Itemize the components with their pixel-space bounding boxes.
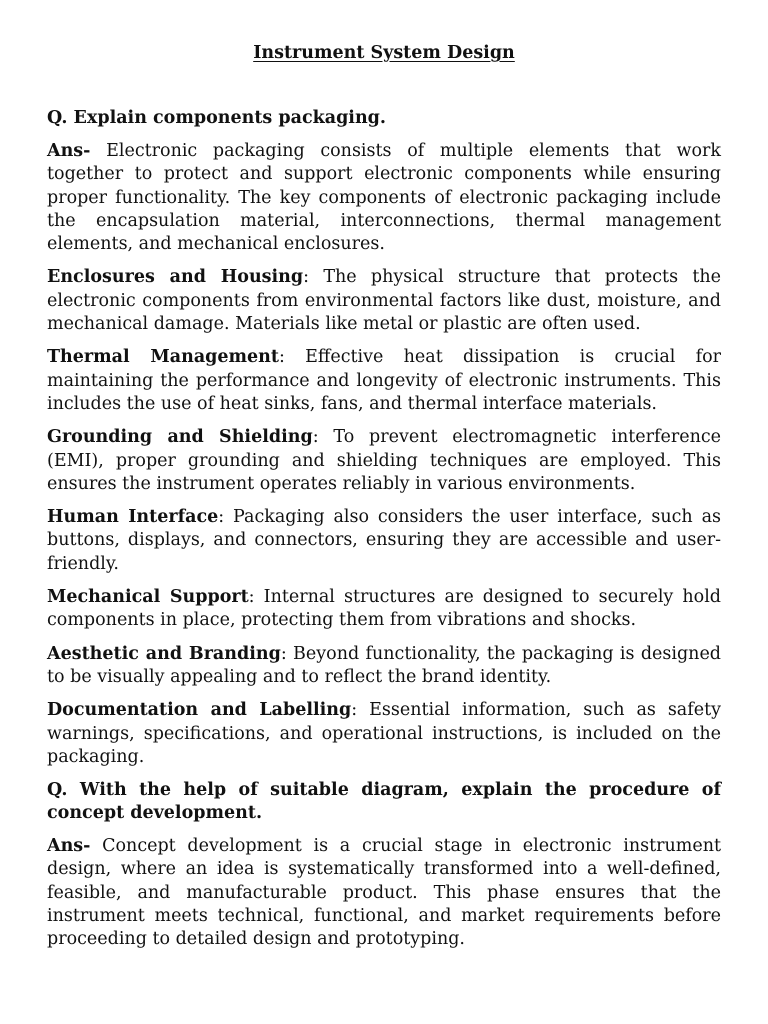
answer-2-label: Ans- bbox=[47, 836, 91, 857]
section-grounding bbox=[47, 426, 721, 496]
answer-2-text: Concept development is a crucial stage in electronic instrument design, where an idea is systematically transformed into a well-defined, feasible, and manufacturable product. This phase ensures that the instrument meets technical, functional, and market requirements before proceeding to detailed design and prototyping. bbox=[47, 836, 721, 950]
section-text: : Effective heat dissipation is crucial for maintaining the performance and longevity of electronic instruments. This includes the use of heat sinks, fans, and thermal interface materials. bbox=[47, 347, 721, 414]
section-enclosures bbox=[47, 266, 721, 336]
section-text: : The physical structure that protects the electronic components from environmental factors like dust, moisture, and mechanical damage. Materials like metal or plastic are often used. bbox=[47, 267, 721, 335]
section-term: Mechanical Support bbox=[47, 587, 249, 608]
section-term: Human Interface bbox=[47, 507, 219, 528]
answer-1-text: Electronic packaging consists of multiple elements that work together to protect and support electronic components while ensuring proper functionality. The key components of electronic packaging include the encapsulation material, interconnections, thermal management elements, and mechanical enclosures. bbox=[47, 141, 721, 255]
answer-1-label: Ans- bbox=[47, 141, 91, 161]
question-2: Q. With the help of suitable diagram, explain the procedure of concept development. bbox=[47, 780, 721, 824]
section-term: Aesthetic and Branding bbox=[47, 643, 281, 664]
section-term: Thermal Management bbox=[47, 347, 279, 368]
section-term: Enclosures and Housing bbox=[47, 267, 304, 288]
section-thermal bbox=[47, 346, 721, 416]
section-term: Documentation and Labelling bbox=[47, 700, 352, 721]
section-text: : Packaging also considers the user interface, such as buttons, displays, and connectors, ensuring they are accessible and user-friendly. bbox=[47, 507, 721, 574]
section-text: : Essential information, such as safety warnings, specifications, and operational instructions, is included on the packaging. bbox=[47, 700, 721, 767]
page-title: Instrument System Design bbox=[253, 43, 515, 63]
section-mechanical-support bbox=[47, 586, 721, 633]
section-aesthetic bbox=[47, 643, 721, 690]
section-documentation bbox=[47, 699, 721, 769]
section-text: : Internal structures are designed to securely hold components in place, protecting them from vibrations and shocks. bbox=[47, 587, 721, 631]
answer-2-paragraph bbox=[47, 835, 721, 951]
answer-1-paragraph bbox=[47, 140, 721, 256]
question-1: Q. Explain components packaging. bbox=[47, 108, 387, 128]
section-human-interface bbox=[47, 506, 721, 576]
section-term: Grounding and Shielding bbox=[47, 427, 313, 448]
document-content bbox=[47, 107, 721, 962]
section-text: : Beyond functionality, the packaging is designed to be visually appealing and to reflect the brand identity. bbox=[47, 643, 721, 687]
section-text: : To prevent electromagnetic interference (EMI), proper grounding and shielding techniques are employed. This ensures the instrument operates reliably in various environments. bbox=[47, 427, 722, 494]
